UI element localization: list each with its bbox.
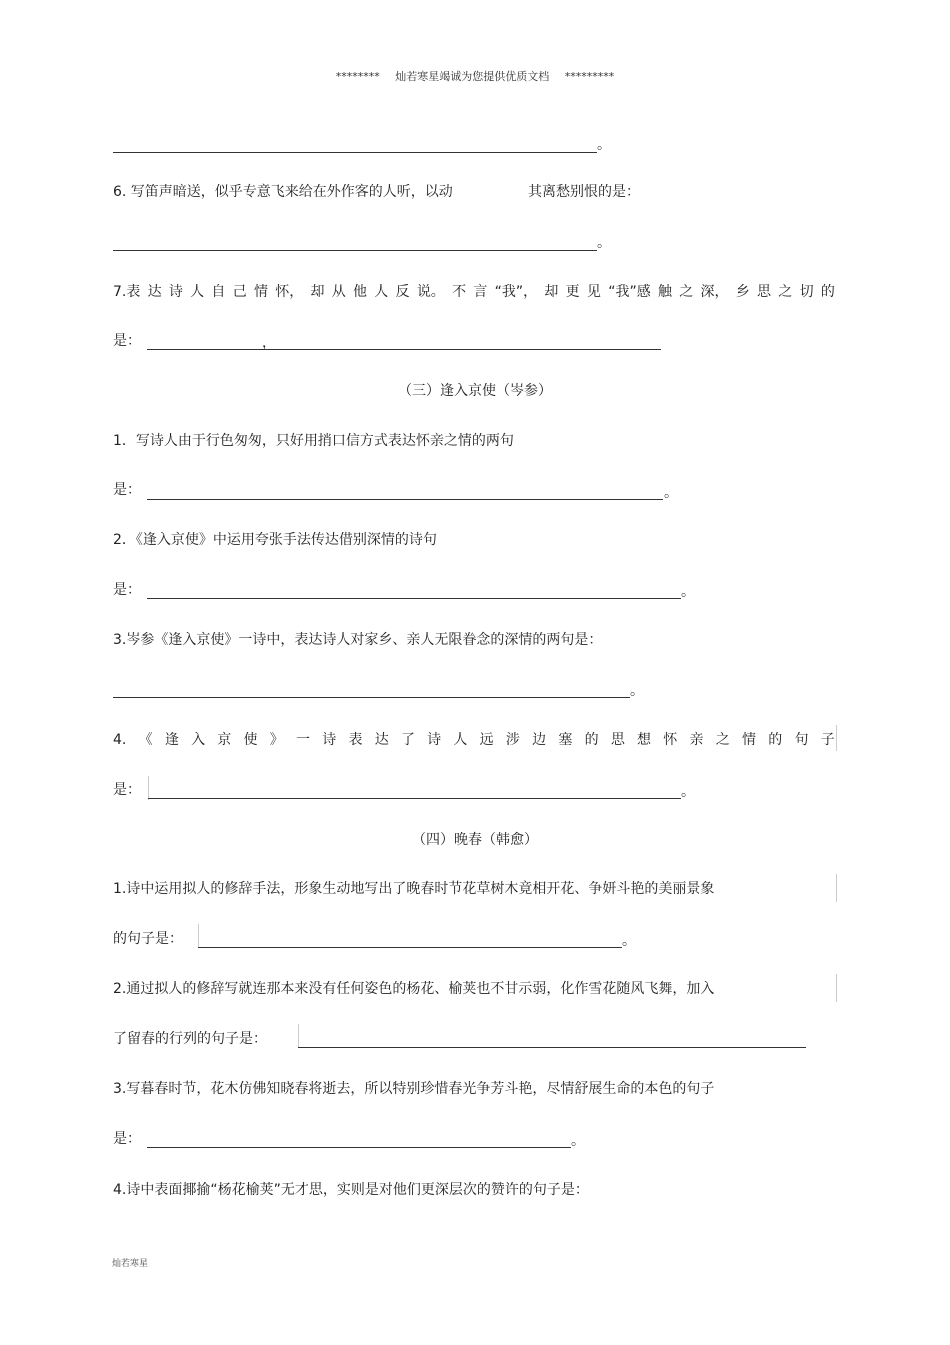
- q4-char: 怀: [663, 732, 678, 748]
- q7-char: 见: [586, 284, 601, 300]
- margin-mark: [148, 776, 149, 800]
- q4-char: 入: [191, 732, 206, 748]
- q4-char: 句: [794, 732, 809, 748]
- margin-mark: [836, 874, 837, 902]
- q4-char: 亲: [689, 732, 704, 748]
- sec4-question-4: 4.诗中表面揶揄“杨花榆荚”无才思，实则是对他们更深层次的赞许的句子是：: [113, 1182, 589, 1198]
- period: 。: [571, 1133, 585, 1149]
- answer-label: 是：: [113, 482, 141, 498]
- q4-char: 人: [453, 732, 468, 748]
- sec4-question-3: 3.写暮春时节，花木仿佛知晓春将逝去，所以特别珍惜春光争芳斗艳，尽情舒展生命的本色的句子: [113, 1081, 715, 1097]
- q4-char: 想: [637, 732, 652, 748]
- q4-char: 表: [348, 732, 363, 748]
- sec3-question-2: 2．《逢入京使》中运用夸张手法传达借别深情的诗句: [113, 532, 437, 548]
- q4-char: 逢: [164, 732, 179, 748]
- question-7-text: [113, 283, 835, 301]
- q4-char: 边: [532, 732, 547, 748]
- q4-char: 之: [715, 732, 730, 748]
- page-footer: 灿若寒星: [112, 1259, 149, 1269]
- q7-char: 乡: [735, 284, 750, 300]
- margin-mark: [298, 1024, 299, 1048]
- page-header: [0, 68, 950, 84]
- q7-char: 却: [310, 284, 325, 300]
- answer-line[interactable]: [148, 798, 681, 799]
- margin-mark: [836, 725, 837, 751]
- margin-mark: [198, 924, 199, 948]
- q4-char: 诗: [427, 732, 442, 748]
- answer-line[interactable]: [113, 152, 597, 153]
- q7-char: 己: [232, 284, 247, 300]
- q7-char: 反: [395, 284, 410, 300]
- answer-label: 是：: [113, 582, 141, 598]
- q7-char: 怀，: [275, 284, 304, 300]
- q7-char: 思: [757, 284, 772, 300]
- q7-char: 的: [820, 284, 835, 300]
- question-6-text-a: 6. 写笛声暗送，似乎专意飞来给在外作客的人听，以动: [113, 184, 453, 200]
- q7-char: 人: [374, 284, 389, 300]
- q7-char: 深，: [700, 284, 729, 300]
- period: 。: [681, 584, 695, 600]
- sec3-question-4: [113, 731, 835, 749]
- q4-char: 达: [374, 732, 389, 748]
- q7-char: 之: [679, 284, 694, 300]
- period: 。: [664, 485, 678, 501]
- q7-char: 不: [452, 284, 467, 300]
- answer-line[interactable]: [147, 1147, 571, 1148]
- q7-char: 7.表: [113, 284, 141, 300]
- q4-char: 4.: [113, 732, 127, 748]
- q7-char: 达: [147, 284, 162, 300]
- answer-line[interactable]: [198, 947, 622, 948]
- section-4-title: （四）晚春（韩愈）: [412, 832, 538, 848]
- q4-char: 思: [610, 732, 625, 748]
- q4-char: 《: [138, 732, 153, 748]
- q7-char: 更: [565, 284, 580, 300]
- answer-line[interactable]: [147, 349, 661, 350]
- q4-char: 涉: [505, 732, 520, 748]
- q7-char: 他: [353, 284, 368, 300]
- q7-char: 自: [211, 284, 226, 300]
- q7-char: 触: [657, 284, 672, 300]
- q7-char: 人: [190, 284, 205, 300]
- q7-char: “我”感: [608, 284, 651, 300]
- q4-char: 子: [820, 732, 835, 748]
- period: 。: [597, 137, 611, 153]
- period: 。: [630, 683, 644, 699]
- answer-line[interactable]: [113, 697, 630, 698]
- q4-char: 一: [296, 732, 310, 748]
- q4-char: 的: [584, 732, 599, 748]
- header-stars-left: ********: [335, 70, 380, 83]
- q4-char: 情: [741, 732, 756, 748]
- q7-char: 诗: [168, 284, 183, 300]
- q4-char: 使: [243, 732, 258, 748]
- answer-line[interactable]: [147, 598, 681, 599]
- q4-char: 诗: [322, 732, 337, 748]
- answer-label: 是：: [113, 1131, 141, 1147]
- q7-char: 言: [473, 284, 488, 300]
- answer-label: 是：: [113, 782, 141, 798]
- q7-char: 说。: [416, 284, 445, 300]
- sec3-question-3: 3.岑参《逢入京使》一诗中，表达诗人对家乡、亲人无限眷念的深情的两句是：: [113, 632, 603, 648]
- header-stars-right: *********: [564, 70, 615, 83]
- answer-line[interactable]: [147, 499, 663, 500]
- answer-label: 了留春的行列的句子是：: [113, 1031, 267, 1047]
- q4-char: 塞: [558, 732, 573, 748]
- q7-char: “我”，: [494, 284, 538, 300]
- header-text: 灿若寒星竭诚为您提供优质文档: [395, 70, 550, 83]
- q7-char: 情: [253, 284, 268, 300]
- q4-char: 远: [479, 732, 494, 748]
- period: 。: [681, 784, 695, 800]
- q7-char: 从: [331, 284, 346, 300]
- question-6-text-b: 其离愁别恨的是：: [528, 184, 640, 200]
- period: 。: [597, 235, 611, 251]
- answer-label: 的句子是：: [113, 931, 183, 947]
- comma: ，: [262, 335, 276, 351]
- q4-char: 的: [768, 732, 783, 748]
- sec4-question-1: 1.诗中运用拟人的修辞手法，形象生动地写出了晚春时节花草树木竟相开花、争妍斗艳的美丽景象: [113, 881, 715, 897]
- q4-char: 了: [400, 732, 415, 748]
- section-3-title: （三）逢入京使（岑参）: [398, 383, 552, 399]
- margin-mark: [836, 974, 837, 1002]
- q7-char: 之: [778, 284, 793, 300]
- answer-label: 是：: [113, 333, 141, 349]
- q4-char: 》: [269, 732, 284, 748]
- q7-char: 切: [799, 284, 814, 300]
- answer-line[interactable]: [298, 1047, 806, 1048]
- period: 。: [622, 933, 636, 949]
- q7-char: 却: [544, 284, 559, 300]
- answer-line[interactable]: [113, 250, 597, 251]
- q4-char: 京: [217, 732, 232, 748]
- sec3-question-1: 1．写诗人由于行色匆匆，只好用捎口信方式表达怀亲之情的两句: [113, 433, 514, 449]
- sec4-question-2: 2.通过拟人的修辞写就连那本来没有任何姿色的杨花、榆荚也不甘示弱，化作雪花随风飞舞，加入: [113, 981, 715, 997]
